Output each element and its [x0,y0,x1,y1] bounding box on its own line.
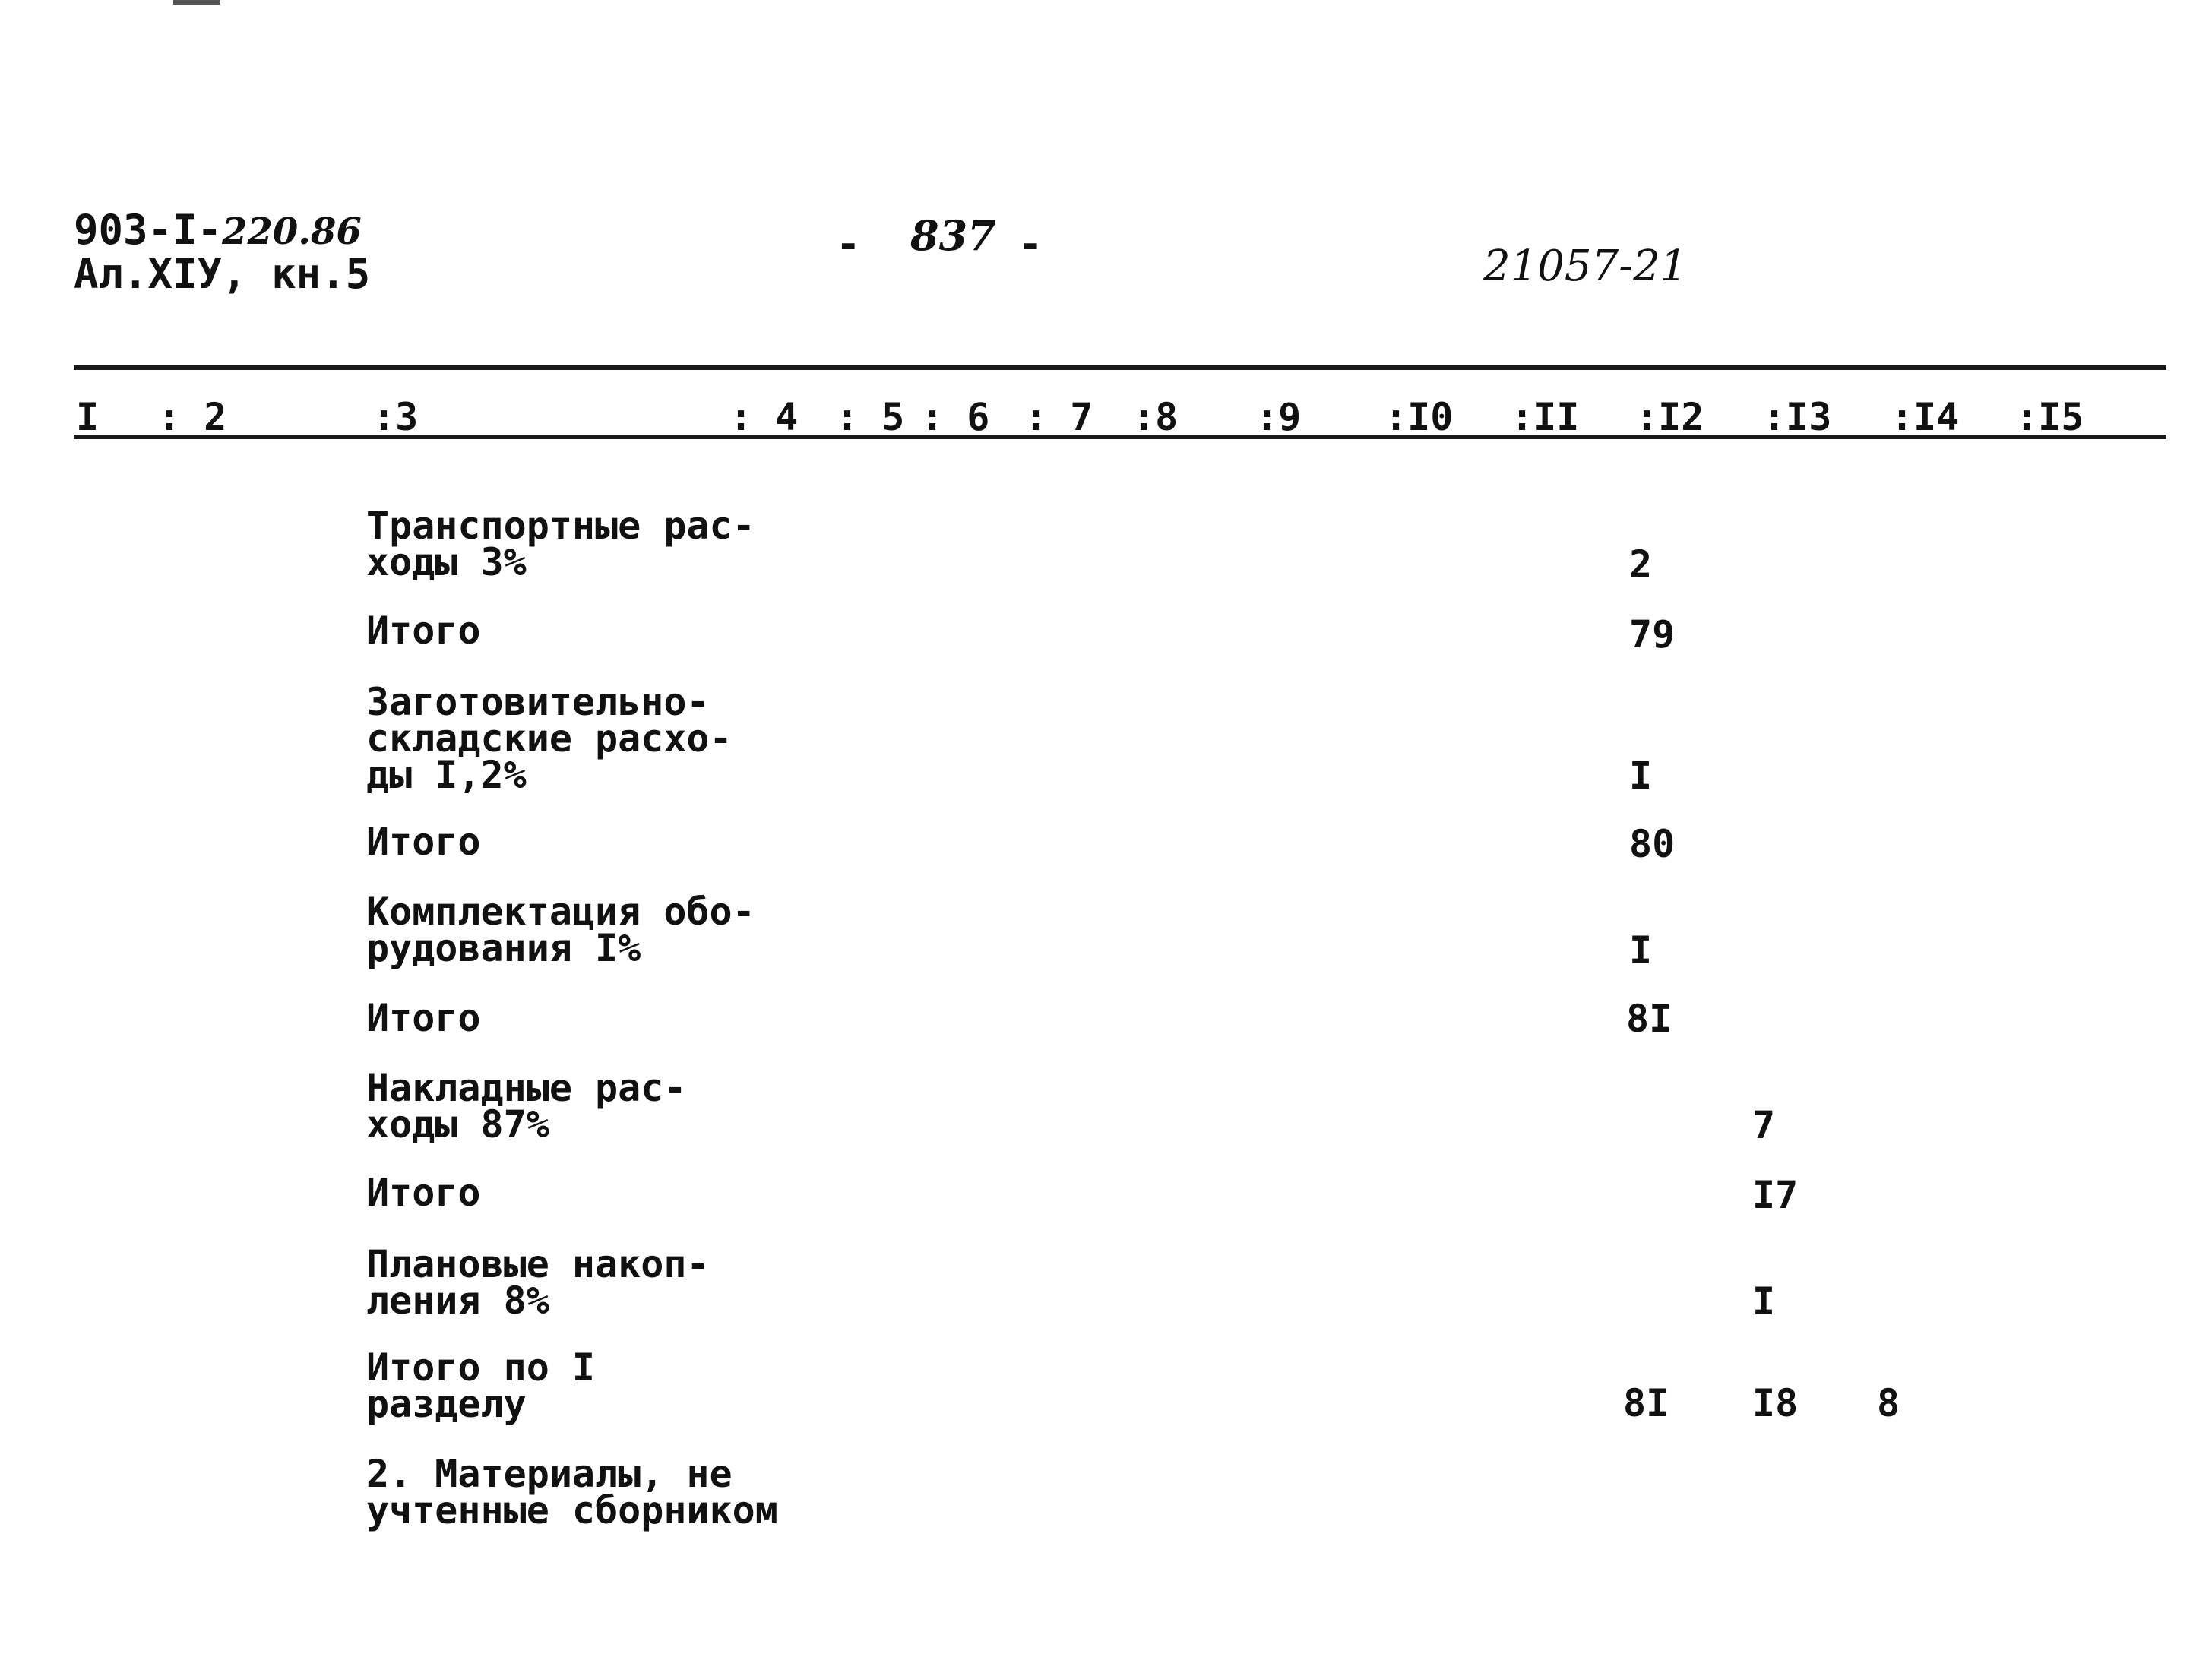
row-label: Итого [366,609,481,653]
row-label: Итого по I разделу [366,1346,596,1426]
column-number: : 2 [158,395,227,439]
column-number: :3 [372,395,419,439]
table-top-rule [74,365,2166,370]
page-dash-left: - [836,220,861,268]
cell-col13: I [1752,1279,1776,1323]
column-number: :I4 [1891,395,1960,439]
cell-col13: I8 [1752,1381,1799,1425]
row-label: Накладные рас- ходы 87% [366,1066,687,1146]
document-code-handwritten: 220.86 [222,210,362,253]
column-number: :I3 [1763,395,1832,439]
cell-col13: 7 [1752,1103,1776,1147]
album-book-label: Ал.XIУ, кн.5 [74,250,371,298]
cell-col12: 80 [1629,822,1676,866]
cell-col14: 8 [1877,1381,1900,1425]
cell-col12: I [1629,754,1653,798]
column-number: : 7 [1024,395,1093,439]
row-label: Итого [366,820,481,864]
page-number: 837 [910,211,996,260]
row-label: Комплектация обо- рудования I% [366,890,755,970]
column-number: : 4 [729,395,799,439]
cell-col12: 2 [1629,542,1653,587]
column-number: :8 [1132,395,1179,439]
cell-col12: 8I [1626,997,1672,1041]
column-number: :9 [1255,395,1302,439]
column-number: :I2 [1635,395,1704,439]
row-label: Итого [366,1171,481,1215]
column-number: :I5 [2015,395,2084,439]
column-number: : 5 [836,395,905,439]
row-label: Заготовительно- складские расхо- ды I,2% [366,680,733,797]
row-label: Транспортные рас- ходы 3% [366,504,755,584]
column-number: :I0 [1384,395,1454,439]
document-code [74,206,362,254]
column-number: :II [1511,395,1580,439]
scan-mark [173,0,220,5]
cell-col12: 8I [1623,1381,1669,1425]
column-number: I [76,395,100,439]
project-number: 21057-21 [1483,242,1688,291]
column-number: : 6 [921,395,990,439]
row-label: Плановые накоп- ления 8% [366,1242,710,1323]
cell-col12: I [1629,928,1653,972]
cell-col12: 79 [1629,612,1676,656]
document-code-prefix: 903-I- [74,206,223,254]
cell-col13: I7 [1752,1173,1799,1217]
row-label: 2. Материалы, не учтенные сборником [366,1452,778,1532]
page-dash-right: - [1018,220,1043,268]
row-label: Итого [366,996,481,1040]
